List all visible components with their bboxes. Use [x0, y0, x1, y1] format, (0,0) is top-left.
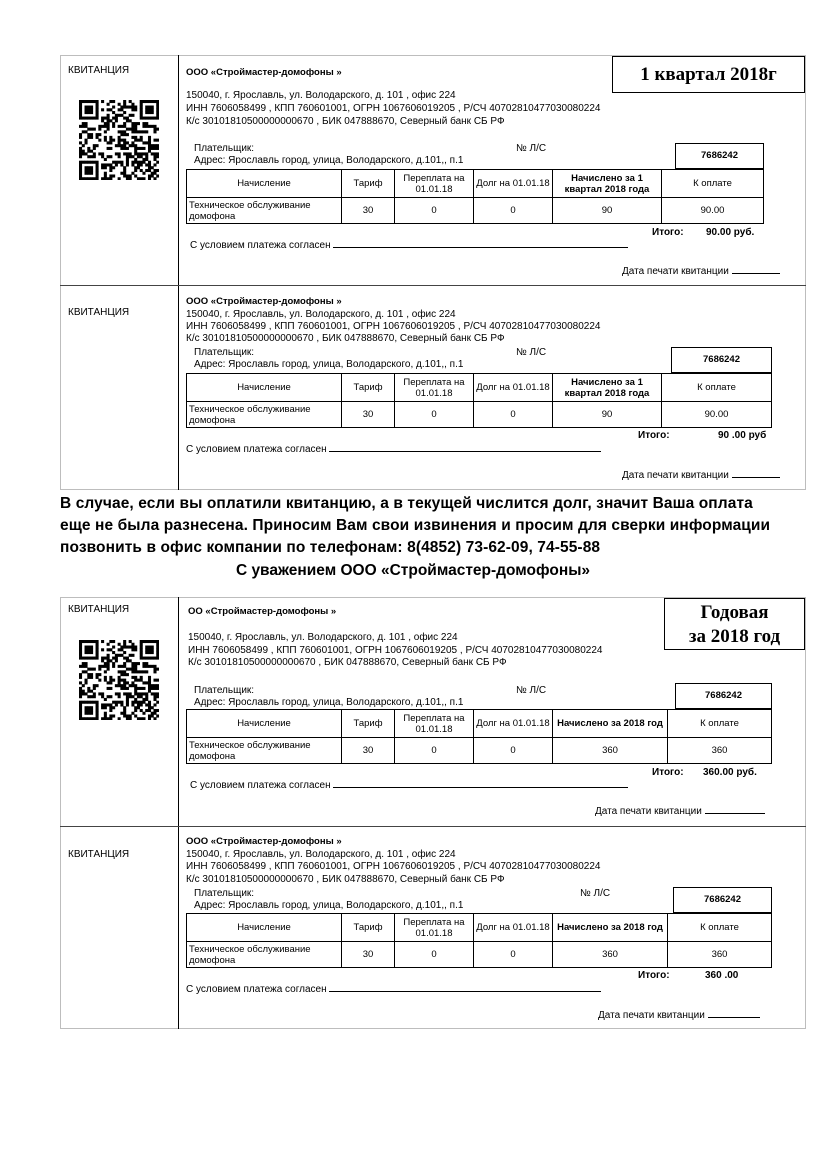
company-address: 150040, г. Ярославль, ул. Володарского, д. 101 , офис 224	[186, 90, 456, 101]
total-label: Итого:	[638, 430, 670, 441]
cell-charged: 360	[553, 738, 668, 764]
receipt-label: КВИТАНЦИЯ	[68, 849, 130, 860]
print-date-label: Дата печати квитанции	[598, 1010, 705, 1021]
company-name: ООО «Строймастер-домофоны »	[186, 296, 342, 307]
charges-table	[186, 913, 772, 968]
cell-debt: 0	[474, 942, 553, 968]
cell-tariff: 30	[342, 198, 395, 224]
cell-charged: 90	[553, 402, 662, 428]
col-header: Переплата на 01.01.18	[395, 170, 474, 198]
account-label: № Л/С	[516, 347, 547, 358]
account-number: 7686242	[675, 683, 772, 709]
company-bank: К/с 30101810500000000670 , БИК 047888670, Северный банк СБ РФ	[188, 657, 507, 668]
cell-debt: 0	[474, 402, 553, 428]
col-header: Долг на 01.01.18	[474, 710, 553, 738]
col-header: К оплате	[668, 710, 772, 738]
consent-label: С условием платежа согласен	[186, 444, 327, 455]
total-label: Итого:	[638, 970, 670, 981]
col-header: Тариф	[342, 374, 395, 402]
period-title-line2: за 2018 год	[688, 626, 781, 647]
col-header: Долг на 01.01.18	[474, 170, 553, 198]
print-date	[622, 266, 780, 277]
total-label: Итого:	[652, 767, 684, 778]
consent-label: С условием платежа согласен	[190, 780, 331, 791]
qr-code	[79, 640, 159, 720]
company-name: ООО «Строймастер-домофоны »	[186, 67, 342, 78]
company-address: 150040, г. Ярославль, ул. Володарского, д. 101 , офис 224	[186, 309, 456, 320]
charges-table	[186, 373, 772, 428]
total-value: 360.00 руб.	[703, 767, 757, 778]
cell-tariff: 30	[342, 402, 395, 428]
cell-topay: 90.00	[662, 198, 764, 224]
cell-overpay: 0	[395, 738, 474, 764]
consent-label: С условием платежа согласен	[190, 240, 331, 251]
cell-debt: 0	[474, 738, 553, 764]
period-title	[664, 598, 805, 650]
divider	[178, 55, 179, 490]
col-header: Долг на 01.01.18	[474, 914, 553, 942]
total-value: 360 .00	[705, 970, 739, 981]
cell-service: Техническое обслуживание домофона	[187, 942, 342, 968]
receipt-label: КВИТАНЦИЯ	[68, 307, 130, 318]
print-date-label: Дата печати квитанции	[595, 806, 702, 817]
print-date	[598, 1010, 760, 1021]
payer-address: Адрес: Ярославль город, улица, Володарского, д.101,, п.1	[194, 697, 464, 708]
payer-address: Адрес: Ярославль город, улица, Володарского, д.101,, п.1	[194, 359, 464, 370]
cell-overpay: 0	[395, 942, 474, 968]
consent-line	[186, 444, 601, 455]
account-number: 7686242	[673, 887, 772, 913]
divider	[60, 826, 806, 827]
cell-service: Техническое обслуживание домофона	[187, 738, 342, 764]
cell-debt: 0	[474, 198, 553, 224]
col-header: Начисление	[187, 914, 342, 942]
total-value: 90 .00 руб	[718, 430, 767, 441]
col-header: Начислено за 1 квартал 2018 года	[553, 374, 662, 402]
account-label: № Л/С	[516, 685, 547, 696]
cell-overpay: 0	[395, 198, 474, 224]
payer-label: Плательщик:	[194, 347, 255, 358]
company-bank: К/с 30101810500000000670 , БИК 047888670, Северный банк СБ РФ	[186, 333, 505, 344]
consent-line	[190, 780, 628, 791]
col-header: К оплате	[662, 170, 764, 198]
payer-address: Адрес: Ярославль город, улица, Володарского, д.101,, п.1	[194, 155, 464, 166]
print-date-label: Дата печати квитанции	[622, 470, 729, 481]
col-header: Тариф	[342, 170, 395, 198]
col-header: Переплата на 01.01.18	[395, 914, 474, 942]
company-inn: ИНН 7606058499 , КПП 760601001, ОГРН 1067606019205 , Р/СЧ 40702810477030080224	[186, 321, 601, 332]
account-label: № Л/С	[516, 143, 547, 154]
col-header: Начислено за 1 квартал 2018 года	[553, 170, 662, 198]
account-number: 7686242	[671, 347, 772, 373]
consent-line	[186, 984, 601, 995]
col-header: Переплата на 01.01.18	[395, 374, 474, 402]
company-inn: ИНН 7606058499 , КПП 760601001, ОГРН 1067606019205 , Р/СЧ 40702810477030080224	[186, 861, 601, 872]
col-header: Долг на 01.01.18	[474, 374, 553, 402]
consent-line	[190, 240, 628, 251]
cell-topay: 90.00	[662, 402, 772, 428]
payer-label: Плательщик:	[194, 888, 255, 899]
receipt-label: КВИТАНЦИЯ	[68, 65, 130, 76]
col-header: Тариф	[342, 914, 395, 942]
print-date	[595, 806, 765, 817]
payer-address: Адрес: Ярославль город, улица, Володарского, д.101,, п.1	[194, 900, 464, 911]
cell-tariff: 30	[342, 942, 395, 968]
col-header: Начислено за 2018 год	[553, 914, 668, 942]
company-inn: ИНН 7606058499 , КПП 760601001, ОГРН 1067606019205 , Р/СЧ 40702810477030080224	[186, 103, 601, 114]
account-label: № Л/С	[580, 888, 611, 899]
col-header: Начисление	[187, 374, 342, 402]
account-number: 7686242	[675, 143, 764, 169]
cell-topay: 360	[668, 942, 772, 968]
total-label: Итого:	[652, 227, 684, 238]
payer-label: Плательщик:	[194, 685, 255, 696]
total-value: 90.00 руб.	[706, 227, 755, 238]
cell-tariff: 30	[342, 738, 395, 764]
col-header: Начислено за 2018 год	[553, 710, 668, 738]
qr-code	[79, 100, 159, 180]
payer-label: Плательщик:	[194, 143, 255, 154]
cell-charged: 90	[553, 198, 662, 224]
period-title: 1 квартал 2018г	[612, 56, 805, 93]
consent-label: С условием платежа согласен	[186, 984, 327, 995]
cell-topay: 360	[668, 738, 772, 764]
col-header: К оплате	[662, 374, 772, 402]
print-date-label: Дата печати квитанции	[622, 266, 729, 277]
company-address: 150040, г. Ярославль, ул. Володарского, д. 101 , офис 224	[188, 632, 458, 643]
company-bank: К/с 30101810500000000670 , БИК 047888670, Северный банк СБ РФ	[186, 874, 505, 885]
regards-text: С уважением ООО «Строймастер-домофоны»	[235, 562, 591, 579]
col-header: Начисление	[187, 170, 342, 198]
col-header: Переплата на 01.01.18	[395, 710, 474, 738]
company-name: ОО «Строймастер-домофоны »	[188, 606, 337, 617]
period-title-line1: Годовая	[700, 602, 769, 623]
divider	[178, 597, 179, 1029]
cell-overpay: 0	[395, 402, 474, 428]
receipt-label: КВИТАНЦИЯ	[68, 604, 130, 615]
cell-service: Техническое обслуживание домофона	[187, 402, 342, 428]
company-bank: К/с 30101810500000000670 , БИК 047888670, Северный банк СБ РФ	[186, 116, 505, 127]
company-address: 150040, г. Ярославль, ул. Володарского, д. 101 , офис 224	[186, 849, 456, 860]
col-header: Начисление	[187, 710, 342, 738]
charges-table	[186, 709, 772, 764]
company-name: ООО «Строймастер-домофоны »	[186, 836, 342, 847]
cell-charged: 360	[553, 942, 668, 968]
print-date	[622, 470, 780, 481]
col-header: Тариф	[342, 710, 395, 738]
company-inn: ИНН 7606058499 , КПП 760601001, ОГРН 1067606019205 , Р/СЧ 40702810477030080224	[188, 645, 603, 656]
notice-text: В случае, если вы оплатили квитанцию, а в текущей числится долг, значит Ваша оплата еще не была разнесена. Приносим Вам свои извинения и просим для сверки информации позвонить в офис компании по телефонам: 8(4852) 73-62-09, 74-55-88	[60, 495, 771, 556]
charges-table	[186, 169, 764, 224]
col-header: К оплате	[668, 914, 772, 942]
cell-service: Техническое обслуживание домофона	[187, 198, 342, 224]
divider	[60, 285, 806, 286]
